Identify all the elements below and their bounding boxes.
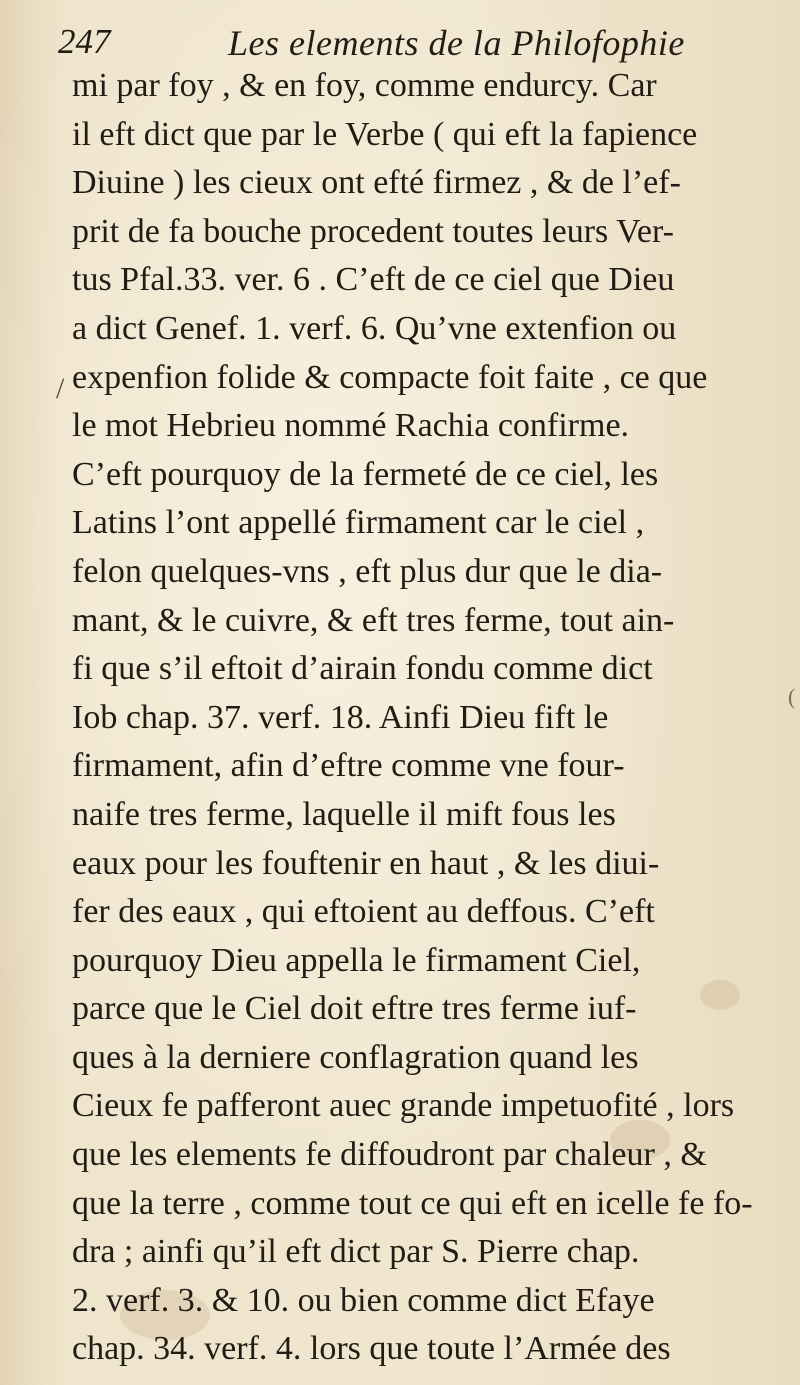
text-line: mi par foy , & en foy, comme endurcy. Car — [72, 67, 657, 104]
text-line: il eft dict que par le Verbe ( qui eft la fapience — [72, 115, 698, 153]
text-line: Diuine ) les cieux ont efté firmez , & de l’ef- — [72, 164, 681, 202]
text-line: felon quelques-vns , eft plus dur que le dia- — [72, 552, 663, 590]
text-line: le mot Hebrieu nommé Rachia confirme. — [72, 407, 630, 445]
page-number: 247 — [58, 22, 111, 61]
text-line: fer des eaux , qui eftoient au deffous. C’eft — [72, 893, 655, 931]
text-line: eaux pour les fouftenir en haut , & les diui- — [72, 844, 660, 882]
running-title: Les elements de la Philofophie — [228, 23, 685, 63]
text-line: 2. verf. 3. & 10. ou bien comme dict Efaye — [72, 1281, 655, 1319]
text-line: ques à la derniere conflagration quand les — [72, 1038, 639, 1076]
text-line: fi que s’il eftoit d’airain fondu comme dict — [72, 650, 653, 688]
text-line: que les elements fe diffoudront par chaleur , & — [72, 1136, 707, 1174]
text-line: Latins l’ont appellé firmament car le ciel , — [72, 504, 645, 542]
text-line: a dict Genef. 1. verf. 6. Qu’vne extenfion ou — [72, 309, 677, 347]
text-line: C’eft pourquoy de la fermeté de ce ciel, les — [72, 455, 659, 493]
text-line: parce que le Ciel doit eftre tres ferme iuf- — [72, 990, 637, 1028]
body-text — [72, 62, 782, 1374]
margin-paren: ( — [788, 684, 796, 709]
text-line: que la terre , comme tout ce qui eft en icelle fe fo- — [72, 1184, 753, 1222]
text-line: prit de fa bouche procedent toutes leurs Ver- — [72, 212, 674, 250]
text-line: firmament, afin d’eftre comme vne four- — [72, 747, 625, 785]
text-line: Iob chap. 37. verf. 18. Ainfi Dieu fift le — [72, 698, 609, 736]
text-line: chap. 34. verf. 4. lors que toute l’Armée des — [72, 1330, 671, 1368]
text-line: mant, & le cuivre, & eft tres ferme, tout ain- — [72, 601, 675, 639]
text-line: tus Pfal.33. ver. 6 . C’eft de ce ciel que Dieu — [72, 261, 675, 299]
text-line: Cieux fe pafferont auec grande impetuofité , lors — [72, 1087, 735, 1125]
text-line: expenfion folide & compacte foit faite , ce que — [72, 358, 708, 396]
text-line: dra ; ainfi qu’il eft dict par S. Pierre chap. — [72, 1233, 640, 1271]
text-line: naife tres ferme, laquelle il mift fous les — [72, 795, 616, 833]
text-line: pourquoy Dieu appella le firmament Ciel, — [72, 941, 641, 979]
margin-mark: / — [56, 372, 65, 405]
